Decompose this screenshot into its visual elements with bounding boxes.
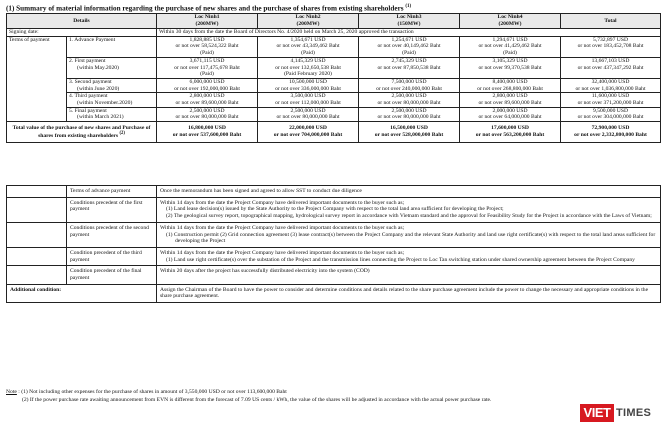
condition-row xyxy=(7,197,661,222)
condition-text: Within 20 days after the project has successfully distributed electricity into the system (COD) xyxy=(157,266,661,284)
header-details: Details xyxy=(7,14,157,29)
payment-label: 2. First payment (within May.2020) xyxy=(67,57,157,78)
total-cell: 16,500,000 USD or not over 528,000,000 Baht xyxy=(359,122,460,143)
additional-condition-row xyxy=(7,284,661,302)
condition-item: (1) Construction permit (2) Grid connection agreement (3) lease contract(s) between the Project Company and the relevant State Authority and land use right certificate(s) with respect to the total land areas sufficient for developing the Project xyxy=(166,231,656,245)
condition-blank-cell xyxy=(7,197,67,222)
amount-cell: 1,354,671 USD or not over 43,349,462 Baht (Paid) xyxy=(258,36,359,57)
condition-text: Once the memorandum has been signed and agreed to allow SST to conduct due diligence xyxy=(157,186,661,198)
condition-blank-cell xyxy=(7,222,67,247)
total-cell: 16,800,000 USD or not over 537,600,000 Baht xyxy=(157,122,258,143)
amount-cell: 10,500,000 USD or not over 336,000,000 Baht xyxy=(258,78,359,92)
additional-condition-label: Additional condition: xyxy=(7,284,157,302)
page-title: (1) Summary of material information regarding the purchase of new shares and the purchase of shares from existing shareholders $^{(1)}$ xyxy=(6,4,412,13)
amount-cell: 3,671,115 USD or not over 117,475,678 Baht (Paid) xyxy=(157,57,258,78)
watermark-times: TIMES xyxy=(616,407,652,419)
payment-label: 3. Second payment (within June 2020) xyxy=(67,78,157,92)
additional-condition-text: Assign the Chairman of the Board to have the power to consider and determine conditions and details related to the share purchase agreement include the power to change the necessary and appropriate conditions in the share purchase agreement. xyxy=(157,284,661,302)
payment-label: 4. Third payment (within November.2020) xyxy=(67,93,157,107)
payment-label: 1. Advance Payment xyxy=(67,36,157,57)
total-cell: 17,600,000 USD or not over 563,200,000 Baht xyxy=(460,122,561,143)
amount-cell: 3,105,329 USD or not over 99,370,538 Baht xyxy=(460,57,561,78)
amount-cell: 2,000,000 USD or not over 64,000,000 Baht xyxy=(460,107,561,121)
payment-row xyxy=(7,78,661,92)
amount-cell: 32,400,000 USD or not over 1,036,800,000 Baht xyxy=(561,78,661,92)
condition-label: Conditions precedent of the first payment xyxy=(67,197,157,222)
condition-text: Within 14 days from the date the Project Company have delivered important documents to the buyer such as; (1) Land use right certificate(s) over the substation of the Project and the transmission lines connecting the Project to Loc Tan switching station under shared ownership agreement between the Project Company xyxy=(157,247,661,265)
header-loc-ninh1: Loc Ninh1 (200MW) xyxy=(157,14,258,29)
condition-row xyxy=(7,222,661,247)
condition-label: Conditions precedent of the second payment xyxy=(67,222,157,247)
amount-cell: 2,500,000 USD or not over 80,000,000 Baht xyxy=(359,93,460,107)
amount-cell: 13,667,103 USD or not over 437,347,292 Baht xyxy=(561,57,661,78)
amount-cell: 11,600,000 USD or not over 371,200,000 Baht xyxy=(561,93,661,107)
amount-cell: 7,500,000 USD or not over 240,000,000 Baht xyxy=(359,78,460,92)
header-loc-ninh2: Loc Ninh2 (200MW) xyxy=(258,14,359,29)
conditions-table xyxy=(6,185,661,303)
signing-date-label: Signing date: xyxy=(7,29,157,37)
terms-of-payment-label: Terms of payment xyxy=(7,36,67,121)
payment-row xyxy=(7,57,661,78)
amount-cell: 9,500,000 USD or not over 304,000,000 Baht xyxy=(561,107,661,121)
condition-blank-cell xyxy=(7,247,67,265)
amount-cell: 5,732,897 USD or not over 183,452,708 Baht xyxy=(561,36,661,57)
table-header-row xyxy=(7,14,661,29)
footnote-2: (2) If the power purchase rate awaiting announcement from EVN is different from the forecast of 7.09 US cents / kWh, the value of the shares will be adjusted in accordance with the actual power purchase rate. xyxy=(22,396,492,403)
header-loc-ninh4: Loc Ninh4 (200MW) xyxy=(460,14,561,29)
total-cell: 72,900,000 USD or not over 2,332,800,000 Baht xyxy=(561,122,661,143)
payment-row xyxy=(7,107,661,121)
condition-row xyxy=(7,186,661,198)
amount-cell: 1,254,671 USD or not over 40,149,462 Baht (Paid) xyxy=(359,36,460,57)
amount-cell: 1,828,885 USD or not over 58,524,322 Baht (Paid) xyxy=(157,36,258,57)
amount-cell: 1,294,671 USD or not over 41,429,462 Baht (Paid) xyxy=(460,36,561,57)
condition-blank-cell xyxy=(7,186,67,198)
amount-cell: 2,500,000 USD or not over 80,000,000 Baht xyxy=(157,107,258,121)
header-total: Total xyxy=(561,14,661,29)
condition-item: (1) Land lease decision(s) issued by the State Authority to the Project Company with respect to the total land area sufficient for developing the Project; xyxy=(166,206,504,213)
signing-date-row xyxy=(7,29,661,37)
condition-text: Within 14 days from the date the Project Company have delivered important documents to the buyer such as; (1) Land lease decision(s) issued by the State Authority to the Project Company with respect to the total land area sufficient for developing the Project; (2) The geological survey report, topographical mapping, hydrological survey report in accordance with Vietnam standard and the approval for Feasibility Study for the Project in accordance with the Laws of Vietnam; xyxy=(157,197,661,222)
condition-label: Condition precedent of the final payment xyxy=(67,266,157,284)
watermark-viet: VIET xyxy=(580,404,614,422)
amount-cell: 6,000,000 USD or not over 192,000,000 Baht xyxy=(157,78,258,92)
amount-cell: 8,400,000 USD or not over 268,800,000 Baht xyxy=(460,78,561,92)
condition-row xyxy=(7,247,661,265)
condition-label: Terms of advance payment xyxy=(67,186,157,198)
total-value-label: Total value of the purchase of new shares and Purchase of shares from existing shareholders $^{(2)}$ xyxy=(7,122,157,143)
footnote-1: Note : (1) Not including other expenses for the purchase of shares in amount of 3,550,000 USD or not over 113,600,000 Baht xyxy=(6,389,287,395)
total-value-row xyxy=(7,122,661,143)
total-cell: 22,000,000 USD or not over 704,000,000 Baht xyxy=(258,122,359,143)
condition-item: (2) The geological survey report, topographical mapping, hydrological survey report in accordance with Vietnam standard and the approval for Feasibility Study for the Project in accordance with the Laws of Vietnam; xyxy=(166,213,652,220)
condition-label: Condition precedent of the third payment xyxy=(67,247,157,265)
condition-item: (1) Land use right certificate(s) over the substation of the Project and the transmission lines connecting the Project to Loc Tan switching station under shared ownership agreement between the Project Company xyxy=(166,256,635,263)
amount-cell: 2,500,000 USD or not over 80,000,000 Baht xyxy=(359,107,460,121)
amount-cell: 2,745,329 USD or not over 87,850,538 Baht xyxy=(359,57,460,78)
signing-date-value: Within 30 days from the date the Board of Directors No. 4/2020 held on March 25, 2020 approved the transaction xyxy=(157,29,661,37)
condition-text: Within 14 days from the date the Project Company have delivered important documents to the buyer such as; (1) Construction permit (2) Grid connection agreement (3) lease contract(s) between the Project Company and the relevant State Authority and land use right certificate(s) with respect to the total land areas sufficient for developing the Project xyxy=(157,222,661,247)
condition-blank-cell xyxy=(7,266,67,284)
condition-row xyxy=(7,266,661,284)
amount-cell: 3,500,000 USD or not over 112,000,000 Baht xyxy=(258,93,359,107)
amount-cell: 4,145,329 USD or not over 132,650,538 Baht (Paid February 2020) xyxy=(258,57,359,78)
payment-summary-table xyxy=(6,13,661,143)
payment-row xyxy=(7,93,661,107)
viettimes-watermark-logo xyxy=(580,402,660,424)
amount-cell: 2,500,000 USD or not over 80,000,000 Baht xyxy=(258,107,359,121)
payment-row xyxy=(7,36,661,57)
amount-cell: 2,800,000 USD or not over 89,600,000 Baht xyxy=(157,93,258,107)
amount-cell: 2,800,000 USD or not over 89,600,000 Baht xyxy=(460,93,561,107)
header-loc-ninh3: Loc Ninh3 (150MW) xyxy=(359,14,460,29)
footnotes xyxy=(6,389,646,404)
payment-label: 5. Final payment (within March 2021) xyxy=(67,107,157,121)
